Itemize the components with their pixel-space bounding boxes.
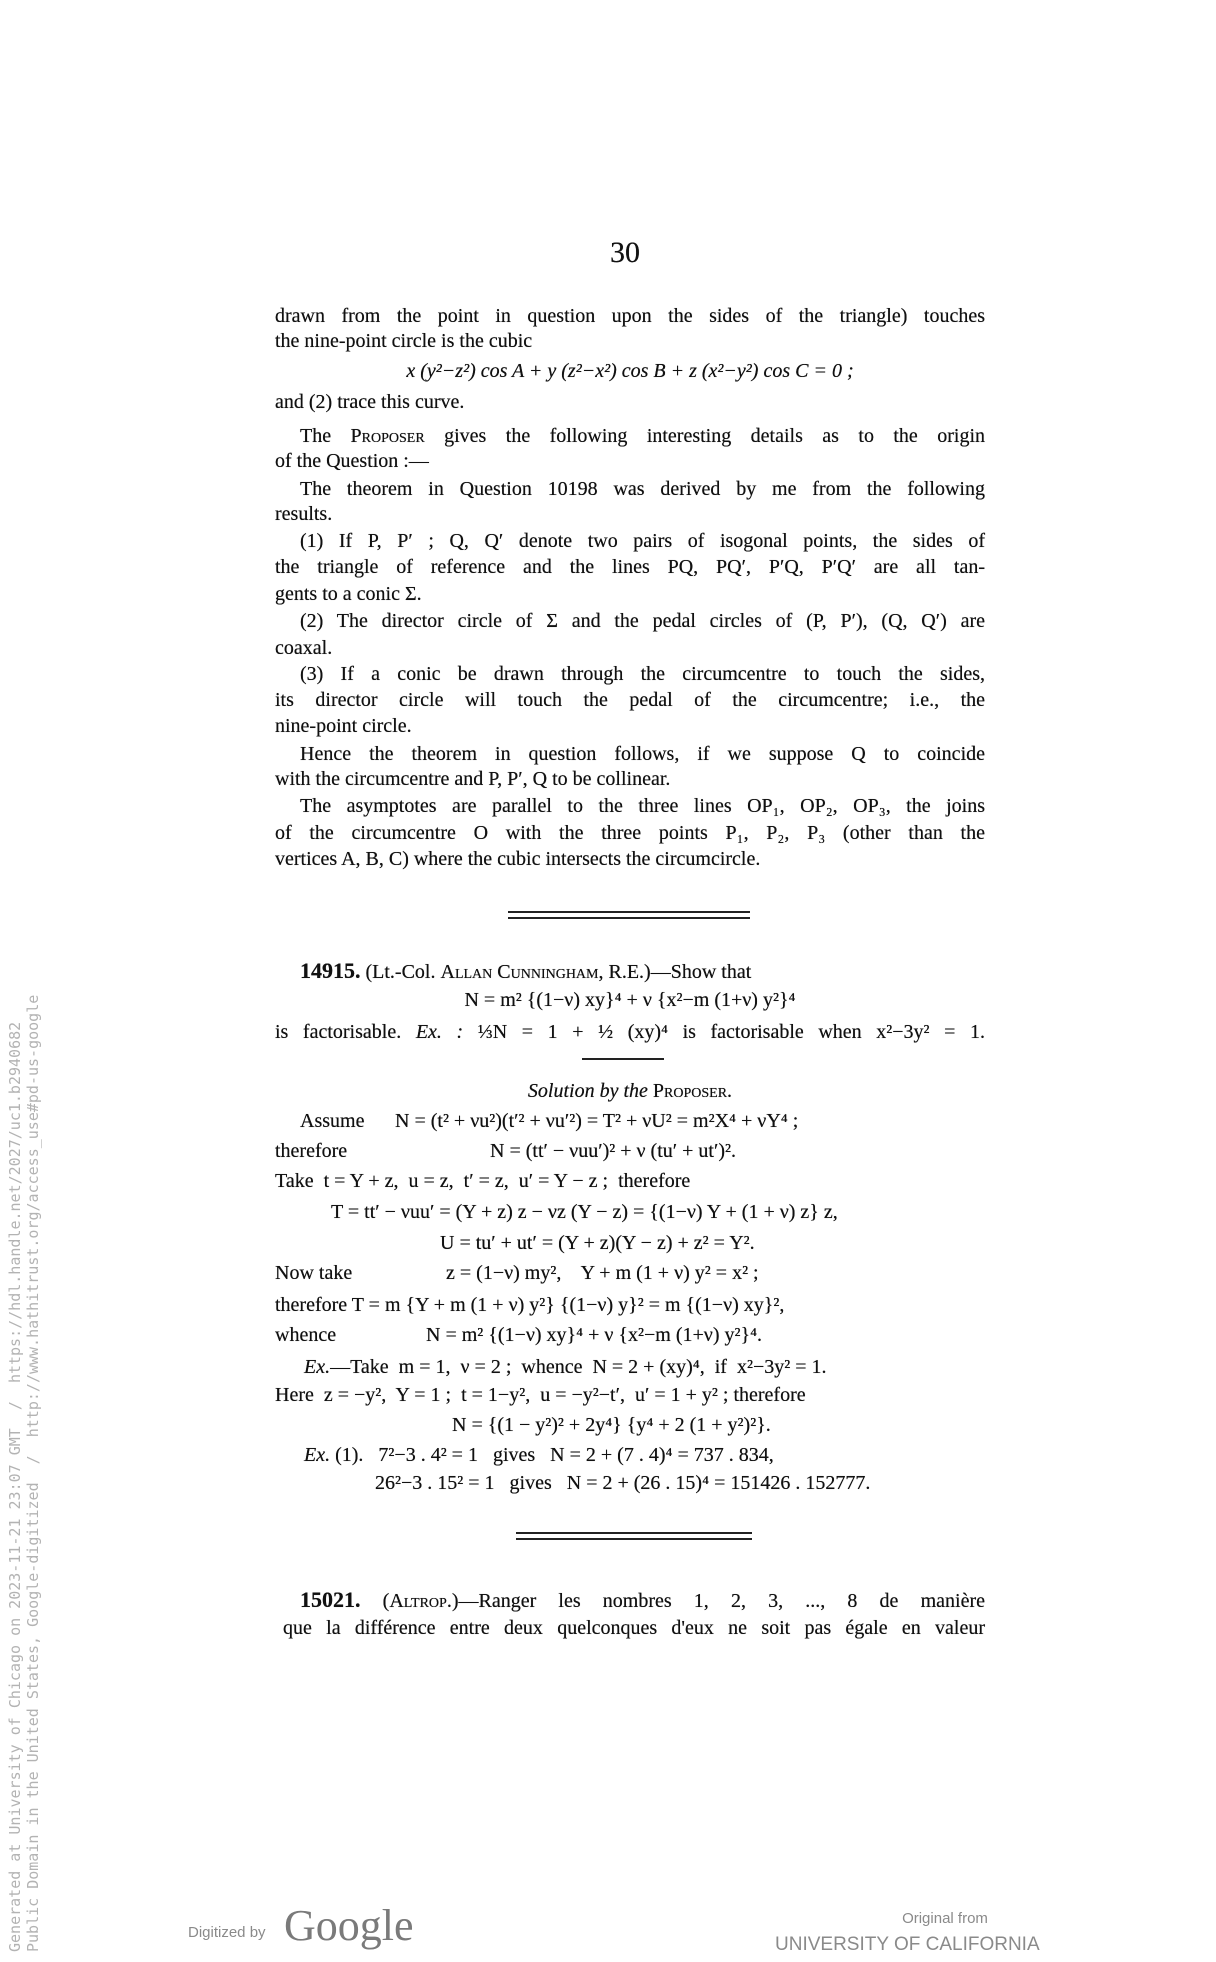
text: —Take m = 1, ν = 2 ; whence N = 2 + (xy)⁴, if x²−3y² = 1. — [330, 1356, 827, 1378]
paragraph-proposer — [300, 423, 985, 449]
text-line: and (2) trace this curve. — [275, 391, 465, 413]
example-line — [304, 1354, 1014, 1380]
solution-line: Here z = −y², Y = 1 ; t = 1−y², u = −y²−t′, u′ = 1 + y² ; therefore — [275, 1384, 806, 1406]
solution-line — [275, 1260, 985, 1286]
text-line: The theorem in Question 10198 was derived by me from the following — [300, 478, 985, 500]
author-name: Altrop. — [389, 1590, 452, 1612]
label: Now take — [275, 1262, 353, 1284]
text-line: Hence the theorem in question follows, if we suppose Q to coincide — [300, 743, 985, 765]
digitized-by-label: Digitized by — [188, 1924, 266, 1941]
text: ( — [360, 1590, 390, 1612]
solution-line — [275, 1108, 985, 1134]
text-line — [275, 1019, 985, 1045]
formula: N = m² {(1−ν) xy}⁴ + ν {x²−m (1+ν) y²}⁴. — [426, 1324, 763, 1346]
text-line: with the circumcentre and P, P′, Q to be collinear. — [275, 768, 671, 790]
text-line: (2) The director circle of Σ and the pedal circles of (P, P′), (Q, Q′) are — [300, 610, 985, 632]
watermark-line: Public Domain in the United States, Google-digitized / http://www.hathitrust.org/access_use#pd-us-google — [24, 994, 42, 1952]
page-number: 30 — [610, 236, 640, 269]
section-divider — [516, 1538, 752, 1540]
formula: z = (1−ν) my², Y + m (1 + ν) y² = x² ; — [446, 1262, 759, 1284]
text-line: drawn from the point in question upon the sides of the triangle) touches — [275, 305, 985, 327]
text: is factorisable. — [275, 1021, 402, 1043]
text-line: gents to a conic Σ. — [275, 583, 422, 605]
label: whence — [275, 1324, 337, 1346]
formula: N = m² {(1−ν) xy}⁴ + ν {x²−m (1+ν) y²}⁴ — [464, 989, 796, 1011]
text-line: of the circumcentre O with the three points P₁, P₂, P₃ (other than the — [275, 822, 985, 844]
text-line: (1) If P, P′ ; Q, Q′ denote two pairs of isogonal points, the sides of — [300, 530, 985, 552]
example-line: 26²−3 . 15² = 1 gives N = 2 + (26 . 15)⁴ = 151426 . 152777. — [375, 1472, 871, 1494]
text: ⅓N = 1 + ½ (xy)⁴ is factorisable when x²−3y² = 1. — [477, 1021, 985, 1043]
label: therefore — [275, 1140, 348, 1162]
formula: N = (tt′ − νuu′)² + ν (tu′ + ut′)². — [490, 1140, 737, 1162]
example-label: Ex. — [304, 1356, 331, 1378]
hathitrust-watermark — [6, 995, 42, 1952]
text-line: results. — [275, 503, 333, 525]
solution-line: N = {(1 − y²)² + 2y⁴} {y⁴ + 2 (1 + y²)²}. — [452, 1414, 771, 1436]
example-label: Ex. : — [415, 1021, 464, 1043]
solution-line: Take t = Y + z, u = z, t′ = z, u′ = Y − z ; therefore — [275, 1170, 691, 1192]
text: (1). 7²−3 . 4² = 1 gives N = 2 + (7 . 4)⁴ = 737 . 834, — [330, 1444, 774, 1466]
section-divider — [508, 917, 750, 919]
text-line: vertices A, B, C) where the cubic intersects the circumcircle. — [275, 848, 761, 870]
cubic-formula: x (y²−z²) cos A + y (z²−x²) cos B + z (x²−y²) cos C = 0 ; — [406, 360, 854, 382]
text: , R.E.)—Show that — [598, 961, 752, 983]
text: (Lt.-Col. — [360, 961, 441, 983]
text-line: The asymptotes are parallel to the three lines OP₁, OP₂, OP₃, the joins — [300, 795, 985, 817]
question-header — [300, 958, 985, 984]
proposer-label: Proposer — [350, 425, 425, 447]
text: Solution by the — [527, 1080, 653, 1102]
short-divider — [582, 1058, 664, 1060]
solution-line: T = tt′ − νuu′ = (Y + z) z − νz (Y − z) = {(1−ν) Y + (1 + ν) z} z, — [331, 1201, 838, 1223]
solution-line: therefore T = m {Y + m (1 + ν) y²} {(1−ν) y}² = m {(1−ν) xy}², — [275, 1294, 785, 1316]
text-line: nine-point circle. — [275, 715, 412, 737]
text-line: que la différence entre deux quelconques d'eux ne soit pas égale en valeur — [283, 1617, 985, 1639]
formula: N = (t² + νu²)(t′² + νu′²) = T² + νU² = m²X⁴ + νY⁴ ; — [395, 1110, 799, 1132]
solution-heading — [275, 1078, 985, 1104]
text-line: its director circle will touch the pedal of the circumcentre; i.e., the — [275, 689, 985, 711]
institution-name: UNIVERSITY OF CALIFORNIA — [775, 1934, 1040, 1955]
proposer-label: Proposer. — [652, 1080, 733, 1102]
example-line — [304, 1442, 1014, 1468]
label: Assume — [300, 1110, 365, 1132]
question-number: 15021. — [300, 1587, 361, 1612]
example-label: Ex. — [304, 1444, 331, 1466]
watermark-line: Generated at University of Chicago on 2023-11-21 23:07 GMT / https://hdl.handle.net/2027/uc1.b2940682 — [6, 1021, 24, 1952]
solution-line: U = tu′ + ut′ = (Y + z)(Y − z) + z² = Y². — [440, 1232, 755, 1254]
text: The — [300, 425, 351, 447]
solution-line — [275, 1138, 985, 1164]
text-line: of the Question :— — [275, 450, 429, 472]
text: )—Ranger les nombres 1, 2, 3, ..., 8 de manière — [451, 1590, 985, 1612]
text-line: (3) If a conic be drawn through the circumcentre to touch the sides, — [300, 663, 985, 685]
section-divider — [516, 1532, 752, 1534]
google-logo: Google — [284, 1901, 414, 1950]
question-number: 14915. — [300, 958, 361, 983]
original-from-label: Original from — [902, 1910, 988, 1927]
text-line: coaxal. — [275, 637, 333, 659]
text-line: the nine-point circle is the cubic — [275, 330, 533, 352]
author-name: Allan Cunningham — [440, 961, 599, 983]
section-divider — [508, 911, 750, 913]
solution-line — [275, 1322, 985, 1348]
question-header — [300, 1587, 985, 1613]
text: gives the following interesting details as to the origin — [424, 425, 986, 447]
text-line: the triangle of reference and the lines PQ, PQ′, P′Q, P′Q′ are all tan- — [275, 556, 985, 578]
